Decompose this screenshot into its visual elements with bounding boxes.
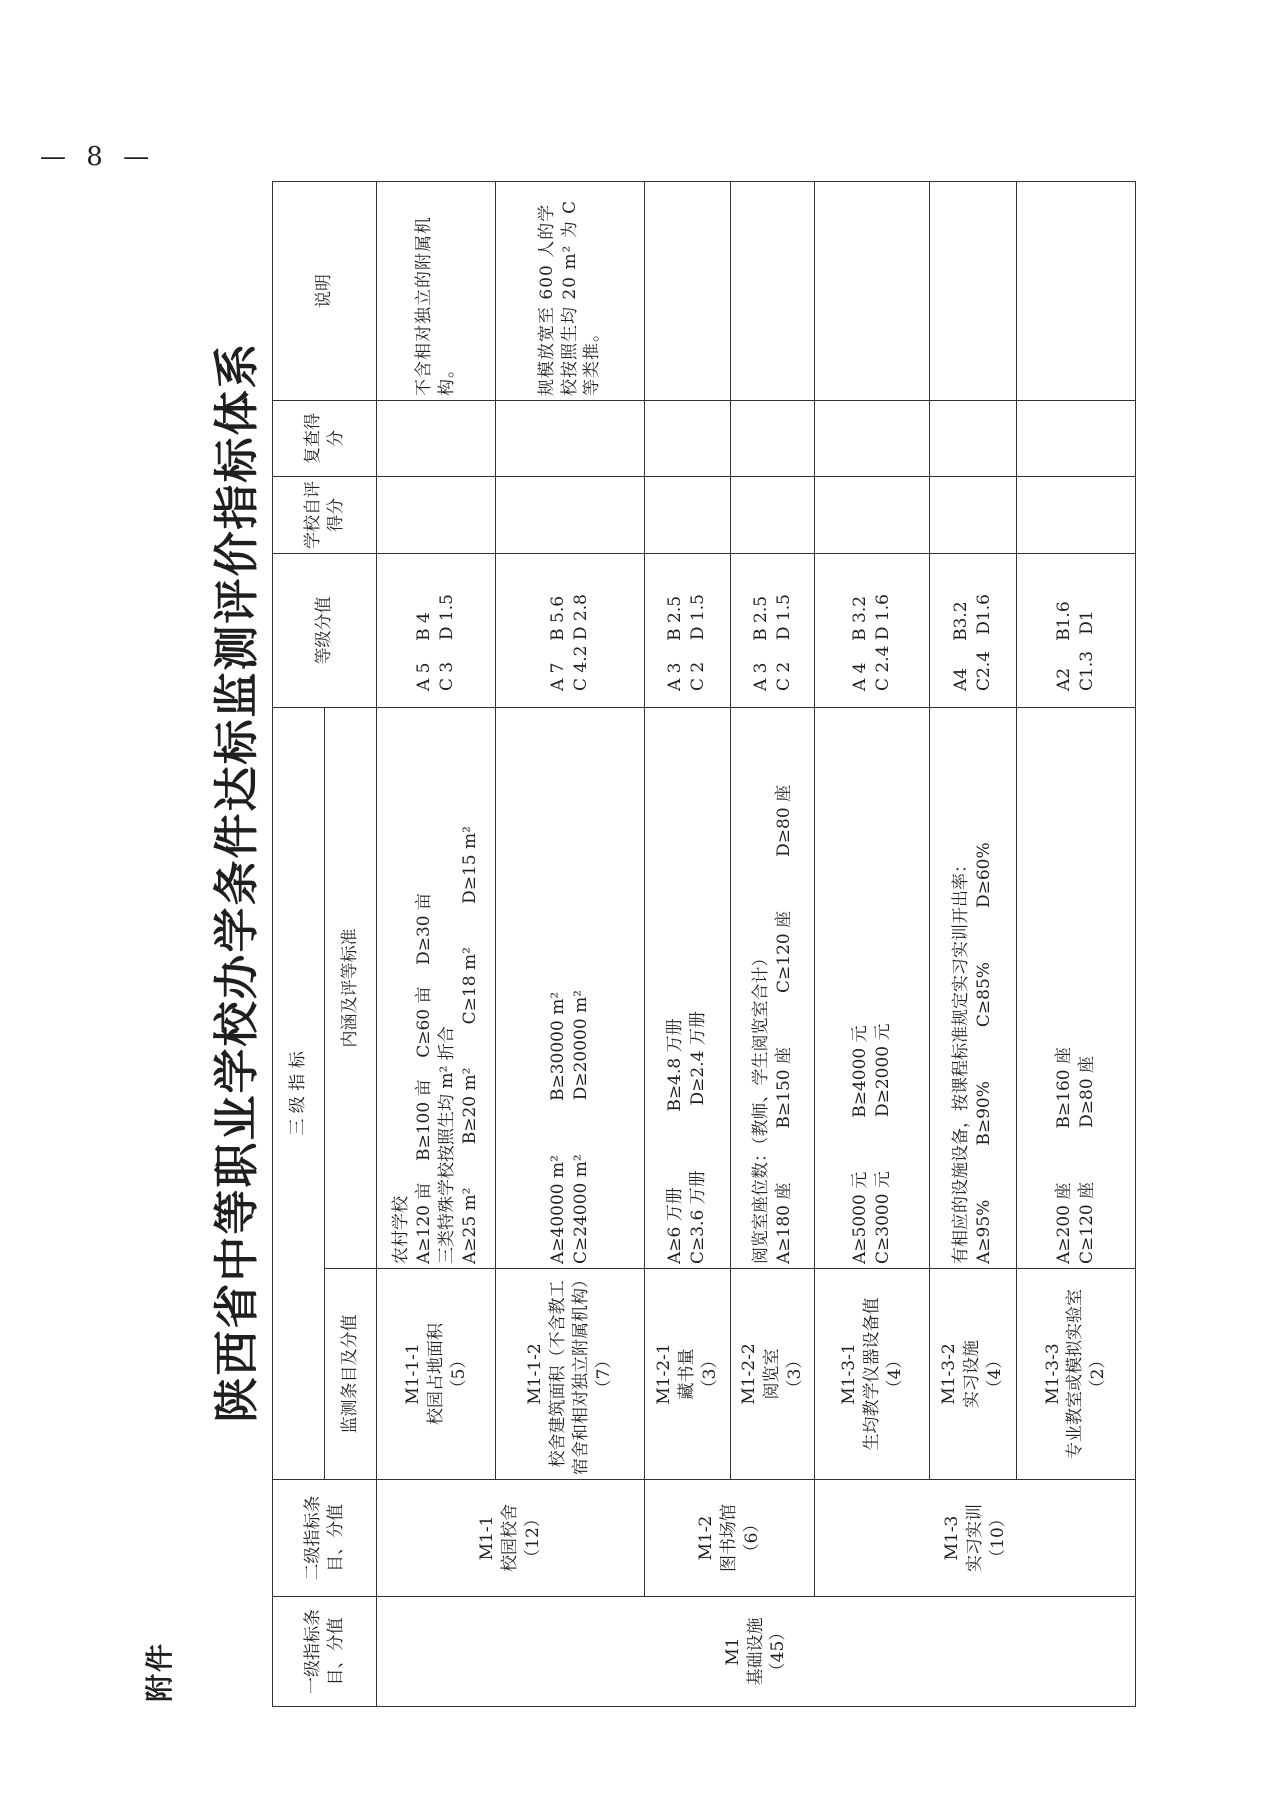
self-score-cell[interactable] <box>730 477 815 554</box>
review-score-cell[interactable] <box>929 401 1016 477</box>
table-row <box>1016 182 1135 1707</box>
grade-cell <box>644 554 730 708</box>
appendix-label: 附件 <box>143 1641 176 1702</box>
header-grade: 等级分值 <box>273 554 377 708</box>
header-item: 监测条目及分值 <box>325 1269 377 1480</box>
criteria-cell <box>1016 708 1135 1269</box>
item-cell <box>377 1269 496 1480</box>
criteria-cell <box>815 708 930 1269</box>
review-score-cell[interactable] <box>1016 401 1135 477</box>
criteria-cell <box>730 708 815 1269</box>
self-score-cell[interactable] <box>496 477 645 554</box>
item-score: （3） <box>699 1351 720 1397</box>
item-name: 专业教室或模拟实验室 <box>1065 1289 1086 1459</box>
self-score-cell[interactable] <box>815 477 930 554</box>
group-score: （10） <box>987 1510 1008 1566</box>
criteria-cell <box>496 708 645 1269</box>
header-level3: 三 级 指 标 <box>273 708 325 1480</box>
table-row <box>644 182 730 1707</box>
grade-line: C 2 D 1.5 <box>688 594 709 691</box>
item-score: （5） <box>448 1351 469 1397</box>
table-row <box>815 182 930 1707</box>
self-score-cell[interactable] <box>377 477 496 554</box>
header-review-score: 复查得分 <box>273 401 377 477</box>
group-code: M1-3 <box>941 1515 962 1561</box>
table-row <box>929 182 1016 1707</box>
criteria-line: A≥120 亩 B≥100 亩 C≥60 亩 D≥30 亩 <box>414 892 435 1264</box>
item-score: （3） <box>785 1351 806 1397</box>
grade-line: A 3 B 2.5 <box>665 595 686 691</box>
criteria-cell <box>377 708 496 1269</box>
criteria-line: A≥200 座 B≥160 座 <box>1053 1047 1074 1264</box>
level1-cell <box>377 1597 1136 1707</box>
group-name: 图书场馆 <box>719 1504 740 1572</box>
grade-cell <box>929 554 1016 708</box>
page-number: — 8 — <box>40 142 156 172</box>
group-cell <box>377 1480 645 1597</box>
review-score-cell[interactable] <box>730 401 815 477</box>
note-cell <box>929 182 1016 401</box>
group-cell <box>644 1480 814 1597</box>
group-code: M1-1 <box>477 1515 498 1561</box>
grade-line: C 4.2 D 2.8 <box>571 594 591 691</box>
note-cell <box>730 182 815 401</box>
grade-cell <box>815 554 930 708</box>
grade-line: C2.4 D1.6 <box>973 594 994 691</box>
note-cell <box>1016 182 1135 401</box>
grade-line: C1.3 D1 <box>1076 610 1097 691</box>
group-score: （6） <box>742 1515 763 1561</box>
level1-code: M1 <box>722 1637 743 1666</box>
review-score-cell[interactable] <box>644 401 730 477</box>
header-criteria: 内涵及评等标准 <box>325 708 377 1269</box>
grade-line: A4 B3.2 <box>950 601 971 691</box>
criteria-line: 有相应的设施设备，按课程标准规定实习实训开出率： <box>950 856 971 1264</box>
item-cell <box>815 1269 930 1480</box>
item-name: 藏书量 <box>676 1348 697 1400</box>
note-cell <box>644 182 730 401</box>
grade-cell <box>496 554 645 708</box>
criteria-line: 三类特殊学校按照生均 m² 折合 <box>437 1026 458 1264</box>
criteria-line: C≥24000 m² D≥20000 m² <box>571 989 591 1264</box>
item-name: 生均教学仪器设备值 <box>861 1297 882 1451</box>
item-code: M1-3-1 <box>838 1343 859 1405</box>
table-body <box>377 182 1136 1707</box>
criteria-line: A≥95% B≥90% C≥85% D≥60% <box>973 842 994 1264</box>
header-self-score: 学校自评得分 <box>273 477 377 554</box>
criteria-line: A≥25 m² B≥20 m² C≥18 m² D≥15 m² <box>459 826 480 1264</box>
group-score: （12） <box>522 1510 543 1566</box>
criteria-line: A≥6 万册 B≥4.8 万册 <box>665 1018 686 1264</box>
group-name: 实习实训 <box>964 1504 985 1572</box>
grade-line: C 2.4 D 1.6 <box>873 594 894 691</box>
item-name: 校园占地面积 <box>425 1323 446 1425</box>
header-level1: 一级指标条目、分值 <box>273 1597 377 1707</box>
grade-line: A 5 B 4 <box>414 612 435 691</box>
criteria-line: 农村学校 <box>391 1196 412 1264</box>
item-score: （7） <box>593 1351 614 1397</box>
item-cell <box>730 1269 815 1480</box>
grade-line: A2 B1.6 <box>1053 601 1074 691</box>
grade-line: A 4 B 3.2 <box>850 595 871 691</box>
item-name: 实习设施 <box>962 1340 983 1408</box>
grade-line: C 3 D 1.5 <box>437 594 458 691</box>
criteria-line: C≥3.6 万册 D≥2.4 万册 <box>688 1011 709 1264</box>
criteria-cell <box>929 708 1016 1269</box>
criteria-line: 阅览室座位数：（教师、学生阅览室合计） <box>750 949 771 1264</box>
indicator-table <box>272 181 1136 1707</box>
group-name: 校园校舍 <box>500 1504 520 1572</box>
item-code: M1-3-3 <box>1042 1343 1063 1405</box>
criteria-cell <box>644 708 730 1269</box>
item-cell <box>929 1269 1016 1480</box>
grade-cell <box>730 554 815 708</box>
grade-line: A 7 B 5.6 <box>548 595 569 691</box>
header-note: 说明 <box>273 182 377 401</box>
criteria-line: C≥3000 元 D≥2000 元 <box>873 1023 894 1264</box>
level1-score: （45） <box>768 1623 789 1680</box>
self-score-cell[interactable] <box>644 477 730 554</box>
table-row <box>730 182 815 1707</box>
item-score: （4） <box>884 1351 905 1397</box>
level1-name: 基础设施 <box>745 1617 766 1686</box>
criteria-line: A≥5000 元 B≥4000 元 <box>850 1025 871 1264</box>
note-cell: 不含相对独立的附属机构。 <box>377 182 496 401</box>
item-code: M1-2-2 <box>739 1343 760 1405</box>
self-score-cell[interactable] <box>1016 477 1135 554</box>
item-name: 校舍建筑面积（不含教工宿舍和相对独立附属机构） <box>548 1271 591 1475</box>
table-row <box>496 182 645 1707</box>
item-code: M1-2-1 <box>653 1343 674 1405</box>
item-score: （2） <box>1088 1351 1109 1397</box>
item-code: M1-1-1 <box>402 1343 423 1405</box>
note-cell <box>815 182 930 401</box>
item-name: 阅览室 <box>762 1348 783 1400</box>
criteria-line: A≥180 座 B≥150 座 C≥120 座 D≥80 座 <box>773 784 794 1264</box>
page-title: 陕西省中等职业学校办学条件达标监测评价指标体系 <box>210 341 263 1423</box>
review-score-cell[interactable] <box>815 401 930 477</box>
grade-line: C 2 D 1.5 <box>773 594 794 691</box>
review-score-cell[interactable] <box>377 401 496 477</box>
group-code: M1-2 <box>696 1515 717 1561</box>
header-level2: 二级指标条目、分值 <box>273 1480 377 1597</box>
review-score-cell[interactable] <box>496 401 645 477</box>
grade-line: A 3 B 2.5 <box>750 595 771 691</box>
criteria-line: A≥40000 m² B≥30000 m² <box>548 991 569 1264</box>
item-score: （4） <box>985 1351 1006 1397</box>
grade-cell <box>1016 554 1135 708</box>
self-score-cell[interactable] <box>929 477 1016 554</box>
criteria-line: C≥120 座 D≥80 座 <box>1076 1055 1097 1264</box>
item-code: M1-3-2 <box>939 1343 960 1405</box>
item-cell <box>644 1269 730 1480</box>
item-code: M1-1-2 <box>525 1343 546 1405</box>
grade-cell <box>377 554 496 708</box>
item-cell <box>496 1269 645 1480</box>
group-cell <box>815 1480 1136 1597</box>
note-cell: 规模放宽至 600 人的学校按照生均 20 m² 为 C 等类推。 <box>496 182 645 401</box>
item-cell <box>1016 1269 1135 1480</box>
table-row <box>377 182 496 1707</box>
